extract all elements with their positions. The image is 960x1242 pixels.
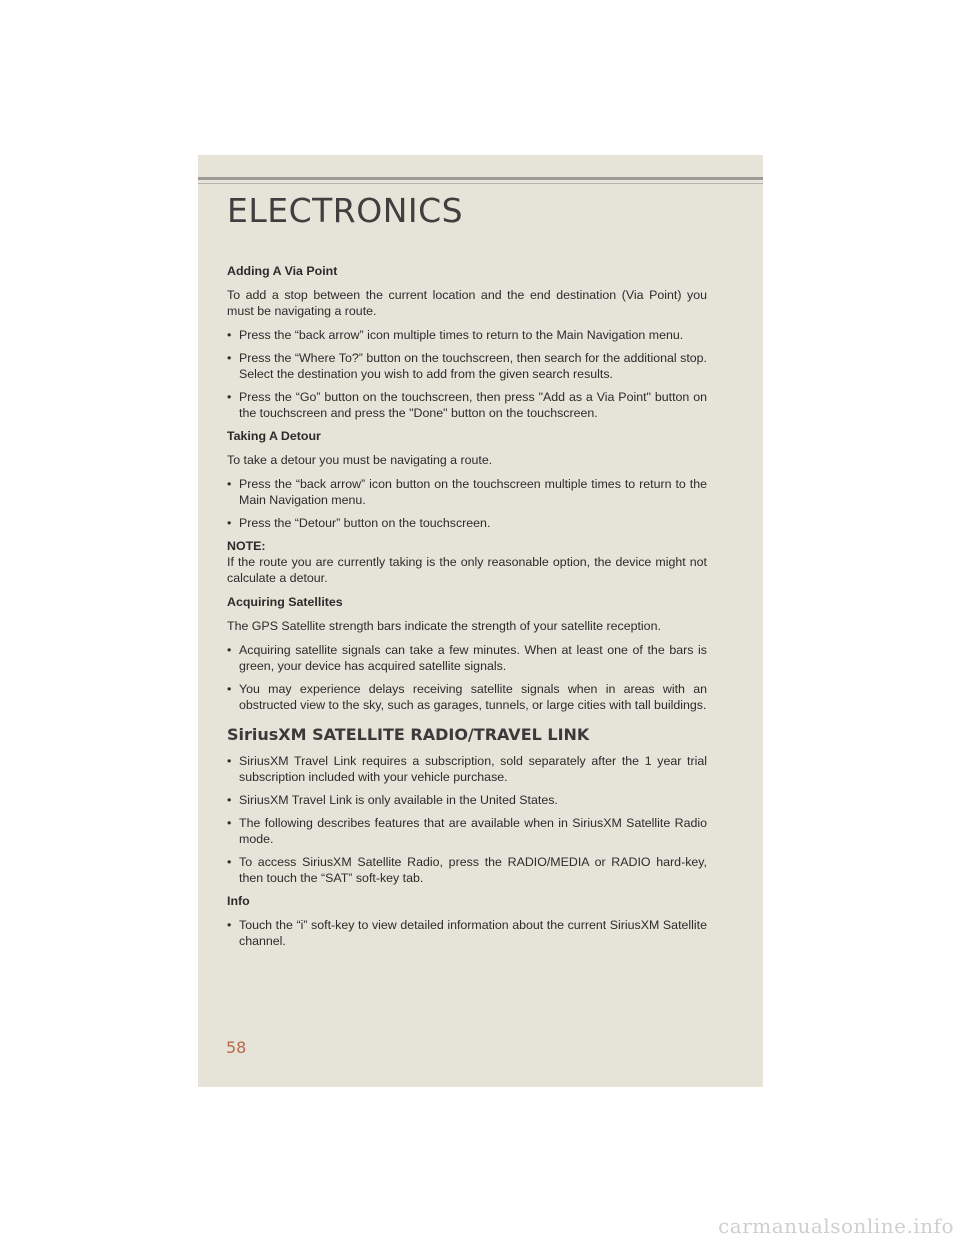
note-text: If the route you are currently taking is the only reasonable option, the device might not calculate a detour.	[227, 555, 707, 585]
watermark: carmanualsonline.info	[718, 1214, 954, 1238]
list-item: • You may experience delays receiving satellite signals when in areas with an obstructed view to the sky, such as garages, tunnels, or large cities with tall buildings.	[227, 682, 707, 712]
page-number: 58	[226, 1038, 247, 1057]
list-item: • Press the “back arrow” icon button on the touchscreen multiple times to return to the Main Navigation menu.	[227, 477, 707, 507]
list-item: • The following describes features that are available when in SiriusXM Satellite Radio mode.	[227, 816, 707, 846]
list-item: • Press the “back arrow” icon multiple times to return to the Main Navigation menu.	[227, 328, 684, 342]
list-item: • Touch the “i” soft-key to view detailed information about the current SiriusXM Satellite channel.	[227, 918, 707, 948]
list-item: • SiriusXM Travel Link is only available in the United States.	[227, 793, 558, 807]
heading-detour: Taking A Detour	[227, 429, 321, 443]
header-rule-thin	[198, 183, 763, 184]
manual-page	[198, 155, 763, 1087]
list-item: • Press the “Go” button on the touchscreen, then press "Add as a Via Point" button on the touchscreen and press the "Done" button on the touchscreen.	[227, 390, 707, 420]
list-item: • To access SiriusXM Satellite Radio, press the RADIO/MEDIA or RADIO hard-key, then touch the “SAT” soft-key tab.	[227, 855, 707, 885]
heading-satellites: Acquiring Satellites	[227, 595, 343, 609]
header-rule-thick	[198, 177, 763, 180]
list-item: • Press the “Where To?” button on the touchscreen, then search for the additional stop. Select the destination you wish to add from the given search results.	[227, 351, 707, 381]
via-point-intro: To add a stop between the current location and the end destination (Via Point) you must be navigating a route.	[227, 288, 707, 318]
page-content	[227, 263, 707, 956]
list-item: • Acquiring satellite signals can take a few minutes. When at least one of the bars is green, your device has acquired satellite signals.	[227, 643, 707, 673]
note-label: NOTE:	[227, 539, 266, 553]
heading-siriusxm: SiriusXM SATELLITE RADIO/TRAVEL LINK	[227, 725, 590, 744]
heading-via-point: Adding A Via Point	[227, 264, 338, 278]
list-item: • SiriusXM Travel Link requires a subscription, sold separately after the 1 year trial subscription included with your vehicle purchase.	[227, 754, 707, 784]
list-item: • Press the “Detour” button on the touchscreen.	[227, 516, 491, 530]
section-title: ELECTRONICS	[227, 191, 464, 230]
heading-info: Info	[227, 894, 250, 908]
satellites-intro: The GPS Satellite strength bars indicate the strength of your satellite reception.	[227, 619, 661, 633]
detour-intro: To take a detour you must be navigating a route.	[227, 453, 493, 467]
